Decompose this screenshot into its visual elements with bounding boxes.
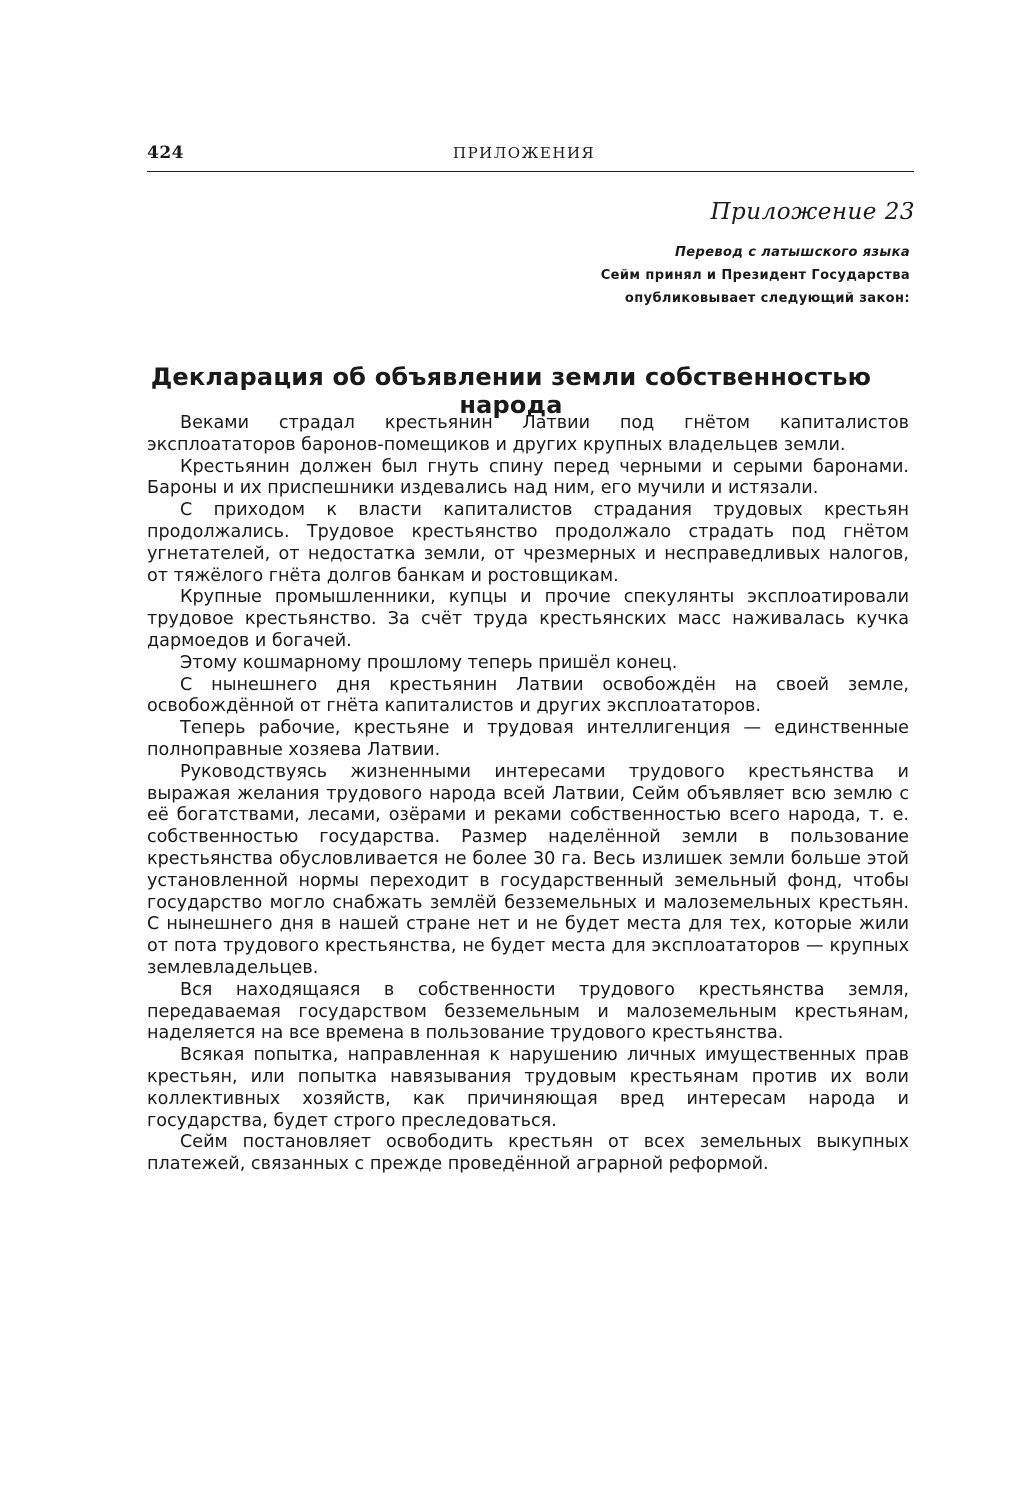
paragraph: Вся находящаяся в собственности трудового крестьянства земля, передаваемая государством безземельным и малоземельным крестьянам, наделяется на все времена в пользование трудового крестьянства. [147, 979, 909, 1044]
document-title: Декларация об объявлении земли собственностью народа [150, 363, 872, 419]
translation-note: Перевод с латышского языка [675, 245, 910, 260]
running-title: ПРИЛОЖЕНИЯ [453, 144, 596, 162]
paragraph: Всякая попытка, направленная к нарушению личных имущественных прав крестьян, или попытка навязывания трудовым крестьянам против их воли коллективных хозяйств, как причиняющая вред интересам народа и государства, будет строго преследоваться. [147, 1045, 909, 1131]
preamble-line-1: Сейм принял и Президент Государства [600, 268, 910, 283]
paragraph: С нынешнего дня крестьянин Латвии освобождён на своей земле, освобождённой от гнёта капиталистов и других эксплоататоров. [147, 674, 909, 717]
paragraph: Теперь рабочие, крестьяне и трудовая интеллигенция — единственные полноправные хозяева Латвии. [147, 718, 909, 760]
paragraph: Руководствуясь жизненными интересами трудового крестьянства и выражая желания трудового народа всей Латвии, Сейм объявляет всю землю с её богатствами, лесами, озёрами и реками собственностью всего народа, т. е. собственностью государства. Размер наделённой земли в пользование крестьянства обусловливается не более 30 га. Весь излишек земли больше этой установленной нормы переходит в государственный земельный фонд, чтобы государство могло снабжать землёй безземельных и малоземельных крестьян. С нынешнего дня в нашей стране нет и не будет места для тех, которые жили от пота трудового крестьянства, не будет места для эксплоататоров — крупных землевладельцев. [147, 761, 909, 978]
paragraph: С приходом к власти капиталистов страдания трудовых крестьян продолжались. Трудовое крестьянство продолжало страдать под гнётом угнетателей, от недостатка земли, от чрезмерных и несправедливых налогов, от тяжёлого гнёта долгов банкам и ростовщикам. [147, 500, 909, 586]
paragraph: Веками страдал крестьянин Латвии под гнётом капиталистов эксплоататоров баронов-помещиков и других крупных владельцев земли. [147, 413, 909, 455]
document-body [147, 413, 909, 1176]
appendix-label: Приложение 23 [710, 199, 915, 225]
page-number: 424 [147, 143, 184, 163]
page-header [147, 143, 914, 172]
paragraph: Сейм постановляет освободить крестьян от всех земельных выкупных платежей, связанных с прежде проведённой аграрной реформой. [147, 1132, 909, 1175]
paragraph: Этому кошмарному прошлому теперь пришёл конец. [180, 652, 678, 673]
paragraph: Крупные промышленники, купцы и прочие спекулянты эксплоатировали трудовое крестьянство. За счёт труда крестьянских масс наживалась кучка дармоедов и богачей. [147, 587, 909, 651]
preamble [601, 241, 910, 310]
paragraph: Крестьянин должен был гнуть спину перед черными и серыми баронами. Бароны и их приспешники издевались над ним, его мучили и истязали. [147, 456, 909, 499]
preamble-line-2: опубликовывает следующий закон: [624, 291, 910, 306]
